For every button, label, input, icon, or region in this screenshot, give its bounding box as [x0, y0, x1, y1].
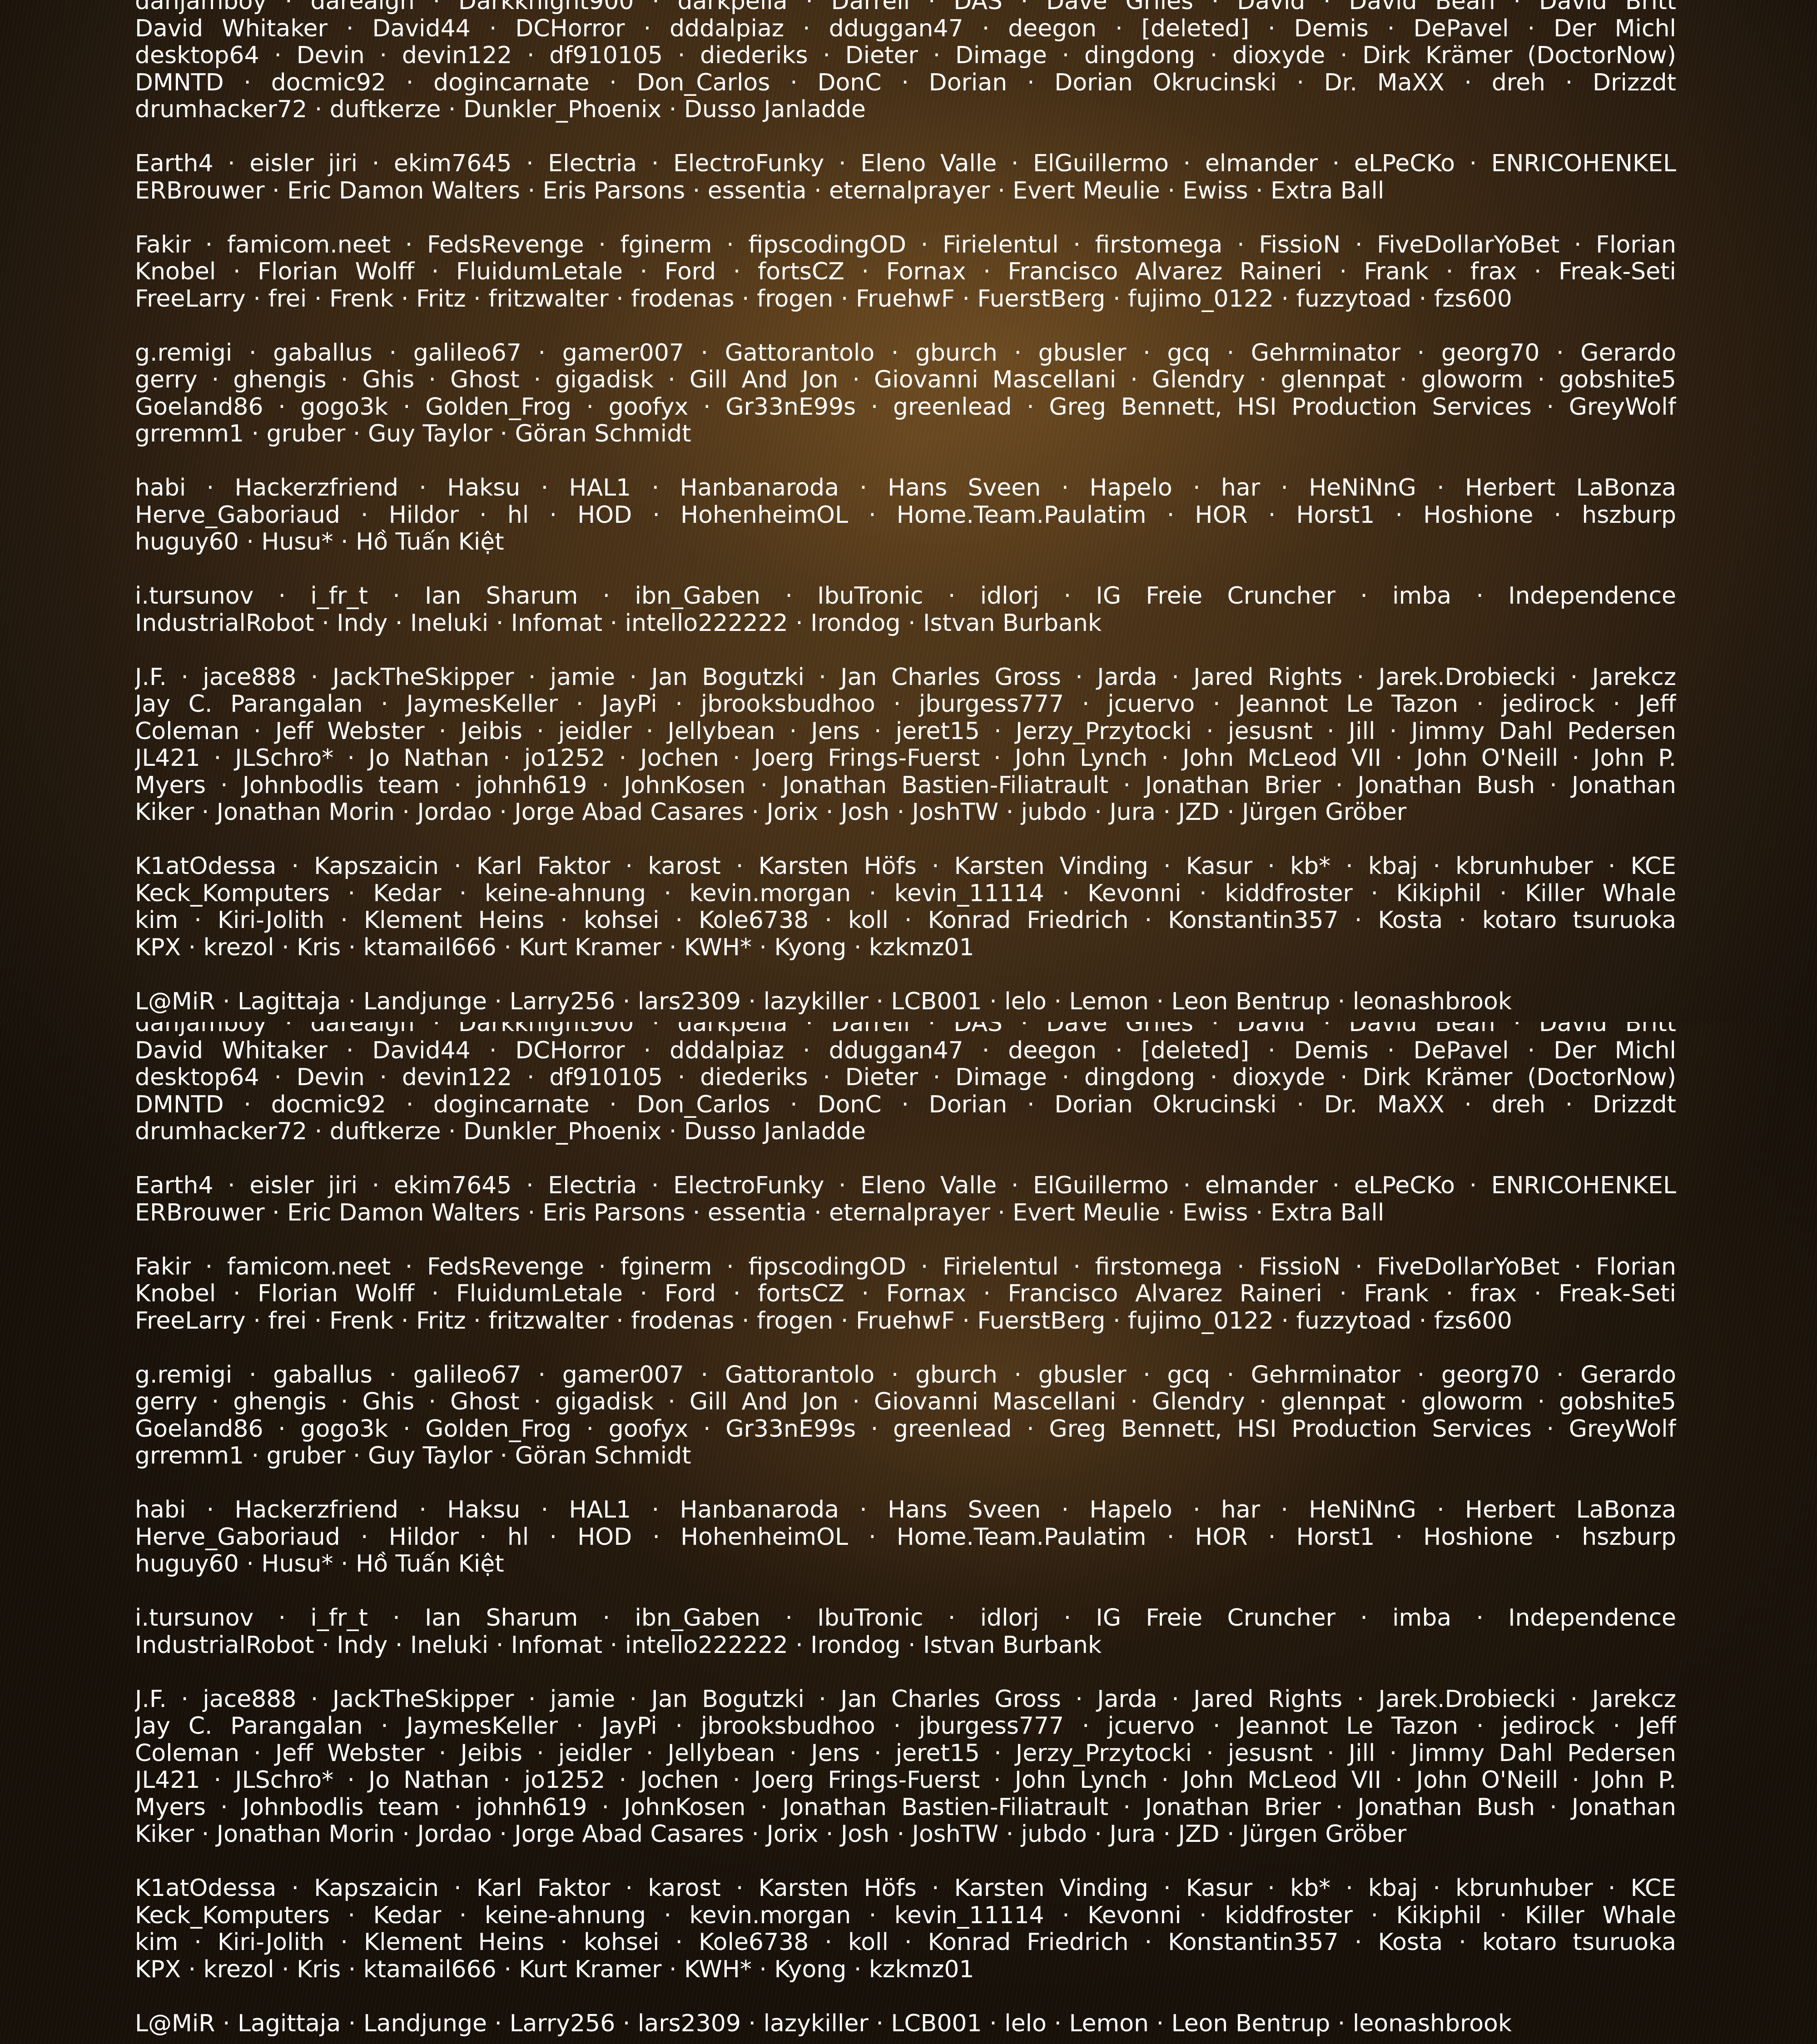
credits-line: K1atOdessa · Kapszaicin · Karl Faktor · karost · Karsten Höfs · Karsten Vinding · Kasur · kb* · kbaj · kbrunhuber · KCE	[135, 853, 1676, 880]
credits-line: KPX · krezol · Kris · ktamail666 · Kurt Kramer · KWH* · Kyong · kzkmz01	[135, 934, 1676, 962]
credits-line: L@MiR · Lagittaja · Landjunge · Larry256 · lars2309 · lazykiller · LCB001 · lelo · Lemon · Leon Bentrup · leonashbrook	[135, 988, 1676, 1016]
credits-line: JL421 · JLSchro* · Jo Nathan · jo1252 · Jochen · Joerg Frings-Fuerst · John Lynch · John McLeod VII · John O'Neill · John P.	[135, 1767, 1676, 1794]
credits-line: Fakir · famicom.neet · FedsRevenge · fginerm · fipscodingOD · Firielentul · firstomega · FissioN · FiveDollarYoBet · Florian	[135, 1254, 1676, 1281]
credits-line: Goeland86 · gogo3k · Golden_Frog · goofyx · Gr33nE99s · greenlead · Greg Bennett, HSI Production Services · GreyWolf	[135, 1416, 1676, 1443]
credits-line: DMNTD · docmic92 · dogincarnate · Don_Carlos · DonC · Dorian · Dorian Okrucinski · Dr. MaXX · dreh · Drizzdt	[135, 1091, 1676, 1119]
credits-line: Herve_Gaboriaud · Hildor · hl · HOD · HohenheimOL · Home.Team.Paulatim · HOR · Horst1 · Hoshione · hszburp	[135, 1524, 1676, 1551]
credits-line: desktop64 · Devin · devin122 · df910105 · diederiks · Dieter · Dimage · dingdong · dioxyde · Dirk Krämer (DoctorNow)	[135, 1064, 1676, 1091]
credits-line: FreeLarry · frei · Frenk · Fritz · fritzwalter · frodenas · frogen · FruehwF · FuerstBerg · fujimo_0122 · fuzzytoad · fzs600	[135, 1308, 1676, 1335]
credits-line: DMNTD · docmic92 · dogincarnate · Don_Carlos · DonC · Dorian · Dorian Okrucinski · Dr. MaXX · dreh · Drizzdt	[135, 69, 1676, 97]
credits-line: Coleman · Jeff Webster · Jeibis · jeidler · Jellybean · Jens · jeret15 · Jerzy_Przytocki · jesusnt · Jill · Jimmy Dahl Pedersen	[135, 718, 1676, 745]
credits-line: Fakir · famicom.neet · FedsRevenge · fginerm · fipscodingOD · Firielentul · firstomega · FissioN · FiveDollarYoBet · Florian	[135, 232, 1676, 259]
credits-line: gerry · ghengis · Ghis · Ghost · gigadisk · Gill And Jon · Giovanni Mascellani · Glendry · glennpat · gloworm · gobshite5	[135, 367, 1676, 394]
credits-line: i.tursunov · i_fr_t · Ian Sharum · ibn_Gaben · IbuTronic · idlorj · IG Freie Cruncher · imba · Independence	[135, 583, 1676, 610]
credits-line: danjamboy · darealgh · Darkknight900 · darkpella · Darrell · DAS · Dave Griles · David · David Bean · David Britt	[135, 1022, 1676, 1037]
credits-line: ERBrouwer · Eric Damon Walters · Eris Parsons · essentia · eternalprayer · Evert Meulie · Ewiss · Extra Ball	[135, 178, 1676, 205]
credits-line: danjamboy · darealgh · Darkknight900 · darkpella · Darrell · DAS · Dave Griles · David · David Bean · David Britt	[135, 0, 1676, 15]
credits-line: drumhacker72 · duftkerze · Dunkler_Phoenix · Dusso Janladde	[135, 96, 1676, 124]
credits-line: L@MiR · Lagittaja · Landjunge · Larry256 · lars2309 · lazykiller · LCB001 · lelo · Lemon · Leon Bentrup · leonashbrook	[135, 2010, 1676, 2038]
credits-line: Keck_Komputers · Kedar · keine-ahnung · kevin.morgan · kevin_11114 · Kevonni · kiddfroster · Kikiphil · Killer Whale	[135, 880, 1676, 908]
credits-line: gerry · ghengis · Ghis · Ghost · gigadisk · Gill And Jon · Giovanni Mascellani · Glendry · glennpat · gloworm · gobshite5	[135, 1389, 1676, 1416]
credits-line: IndustrialRobot · Indy · Ineluki · Infomat · intello222222 · Irondog · Istvan Burbank	[135, 610, 1676, 637]
credits-line: Jay C. Parangalan · JaymesKeller · JayPi · jbrooksbudhoo · jburgess777 · jcuervo · Jeannot Le Tazon · jedirock · Jeff	[135, 691, 1676, 718]
credits-line: Kiker · Jonathan Morin · Jordao · Jorge Abad Casares · Jorix · Josh · JoshTW · jubdo · Jura · JZD · Jürgen Gröber	[135, 1821, 1676, 1848]
credits-line: habi · Hackerzfriend · Haksu · HAL1 · Hanbanaroda · Hans Sveen · Hapelo · har · HeNiNnG · Herbert LaBonza	[135, 475, 1676, 502]
credits-line: g.remigi · gaballus · galileo67 · gamer007 · Gattorantolo · gburch · gbusler · gcq · Gehrminator · georg70 · Gerardo	[135, 340, 1676, 367]
credits-line: Myers · Johnbodlis team · johnh619 · JohnKosen · Jonathan Bastien-Filiatrault · Jonathan Brier · Jonathan Bush · Jonathan	[135, 772, 1676, 799]
credits-line: Kiker · Jonathan Morin · Jordao · Jorge Abad Casares · Jorix · Josh · JoshTW · jubdo · Jura · JZD · Jürgen Gröber	[135, 799, 1676, 826]
credits-line: Earth4 · eisler jiri · ekim7645 · Electria · ElectroFunky · Eleno Valle · ElGuillermo · elmander · eLPeCKo · ENRICOHENKEL	[135, 150, 1676, 178]
credits-line: drumhacker72 · duftkerze · Dunkler_Phoenix · Dusso Janladde	[135, 1118, 1676, 1146]
credits-line: kim · Kiri-Jolith · Klement Heins · kohsei · Kole6738 · koll · Konrad Friedrich · Konstantin357 · Kosta · kotaro tsuruoka	[135, 907, 1676, 934]
credits-line: Herve_Gaboriaud · Hildor · hl · HOD · HohenheimOL · Home.Team.Paulatim · HOR · Horst1 · Hoshione · hszburp	[135, 502, 1676, 529]
credits-line: kim · Kiri-Jolith · Klement Heins · kohsei · Kole6738 · koll · Konrad Friedrich · Konstantin357 · Kosta · kotaro tsuruoka	[135, 1929, 1676, 1956]
credits-line: habi · Hackerzfriend · Haksu · HAL1 · Hanbanaroda · Hans Sveen · Hapelo · har · HeNiNnG · Herbert LaBonza	[135, 1497, 1676, 1524]
credits-line: Earth4 · eisler jiri · ekim7645 · Electria · ElectroFunky · Eleno Valle · ElGuillermo · elmander · eLPeCKo · ENRICOHENKEL	[135, 1172, 1676, 1200]
credits-line: J.F. · jace888 · JackTheSkipper · jamie · Jan Bogutzki · Jan Charles Gross · Jarda · Jared Rights · Jarek.Drobiecki · Jarekcz	[135, 1686, 1676, 1713]
credits-line: FreeLarry · frei · Frenk · Fritz · fritzwalter · frodenas · frogen · FruehwF · FuerstBerg · fujimo_0122 · fuzzytoad · fzs600	[135, 286, 1676, 313]
credits-line: grremm1 · gruber · Guy Taylor · Göran Schmidt	[135, 1443, 1676, 1470]
credits-line: g.remigi · gaballus · galileo67 · gamer007 · Gattorantolo · gburch · gbusler · gcq · Gehrminator · georg70 · Gerardo	[135, 1362, 1676, 1389]
credits-line: K1atOdessa · Kapszaicin · Karl Faktor · karost · Karsten Höfs · Karsten Vinding · Kasur · kb* · kbaj · kbrunhuber · KCE	[135, 1875, 1676, 1902]
credits-line: IndustrialRobot · Indy · Ineluki · Infomat · intello222222 · Irondog · Istvan Burbank	[135, 1632, 1676, 1659]
credits-line: J.F. · jace888 · JackTheSkipper · jamie · Jan Bogutzki · Jan Charles Gross · Jarda · Jared Rights · Jarek.Drobiecki · Jarekcz	[135, 664, 1676, 691]
credits-line: ERBrouwer · Eric Damon Walters · Eris Parsons · essentia · eternalprayer · Evert Meulie · Ewiss · Extra Ball	[135, 1200, 1676, 1227]
credits-line: Jay C. Parangalan · JaymesKeller · JayPi · jbrooksbudhoo · jburgess777 · jcuervo · Jeannot Le Tazon · jedirock · Jeff	[135, 1713, 1676, 1740]
credits-line: Coleman · Jeff Webster · Jeibis · jeidler · Jellybean · Jens · jeret15 · Jerzy_Przytocki · jesusnt · Jill · Jimmy Dahl Pedersen	[135, 1740, 1676, 1767]
credits-line: grremm1 · gruber · Guy Taylor · Göran Schmidt	[135, 421, 1676, 448]
credits-line: Goeland86 · gogo3k · Golden_Frog · goofyx · Gr33nE99s · greenlead · Greg Bennett, HSI Production Services · GreyWolf	[135, 394, 1676, 421]
credits-line: Myers · Johnbodlis team · johnh619 · JohnKosen · Jonathan Bastien-Filiatrault · Jonathan Brier · Jonathan Bush · Jonathan	[135, 1794, 1676, 1821]
credits-line: i.tursunov · i_fr_t · Ian Sharum · ibn_Gaben · IbuTronic · idlorj · IG Freie Cruncher · imba · Independence	[135, 1605, 1676, 1632]
credits-line: desktop64 · Devin · devin122 · df910105 · diederiks · Dieter · Dimage · dingdong · dioxyde · Dirk Krämer (DoctorNow)	[135, 42, 1676, 69]
credits-line: JL421 · JLSchro* · Jo Nathan · jo1252 · Jochen · Joerg Frings-Fuerst · John Lynch · John McLeod VII · John O'Neill · John P.	[135, 745, 1676, 772]
credits-line: David Whitaker · David44 · DCHorror · dddalpiaz · dduggan47 · deegon · [deleted] · Demis · DePavel · Der Michl	[135, 15, 1676, 43]
credits-line: huguy60 · Husu* · Hồ Tuấn Kiệt	[135, 1551, 1676, 1578]
credits-line: David Whitaker · David44 · DCHorror · dddalpiaz · dduggan47 · deegon · [deleted] · Demis · DePavel · Der Michl	[135, 1037, 1676, 1065]
credits-line: KPX · krezol · Kris · ktamail666 · Kurt Kramer · KWH* · Kyong · kzkmz01	[135, 1956, 1676, 1984]
credits-line: Keck_Komputers · Kedar · keine-ahnung · kevin.morgan · kevin_11114 · Kevonni · kiddfroster · Kikiphil · Killer Whale	[135, 1902, 1676, 1930]
credits-line: huguy60 · Husu* · Hồ Tuấn Kiệt	[135, 529, 1676, 556]
credits-line: Knobel · Florian Wolff · FluidumLetale · Ford · fortsCZ · Fornax · Francisco Alvarez Raineri · Frank · frax · Freak-Seti	[135, 1280, 1676, 1308]
credits-line: Knobel · Florian Wolff · FluidumLetale · Ford · fortsCZ · Fornax · Francisco Alvarez Raineri · Frank · frax · Freak-Seti	[135, 258, 1676, 286]
